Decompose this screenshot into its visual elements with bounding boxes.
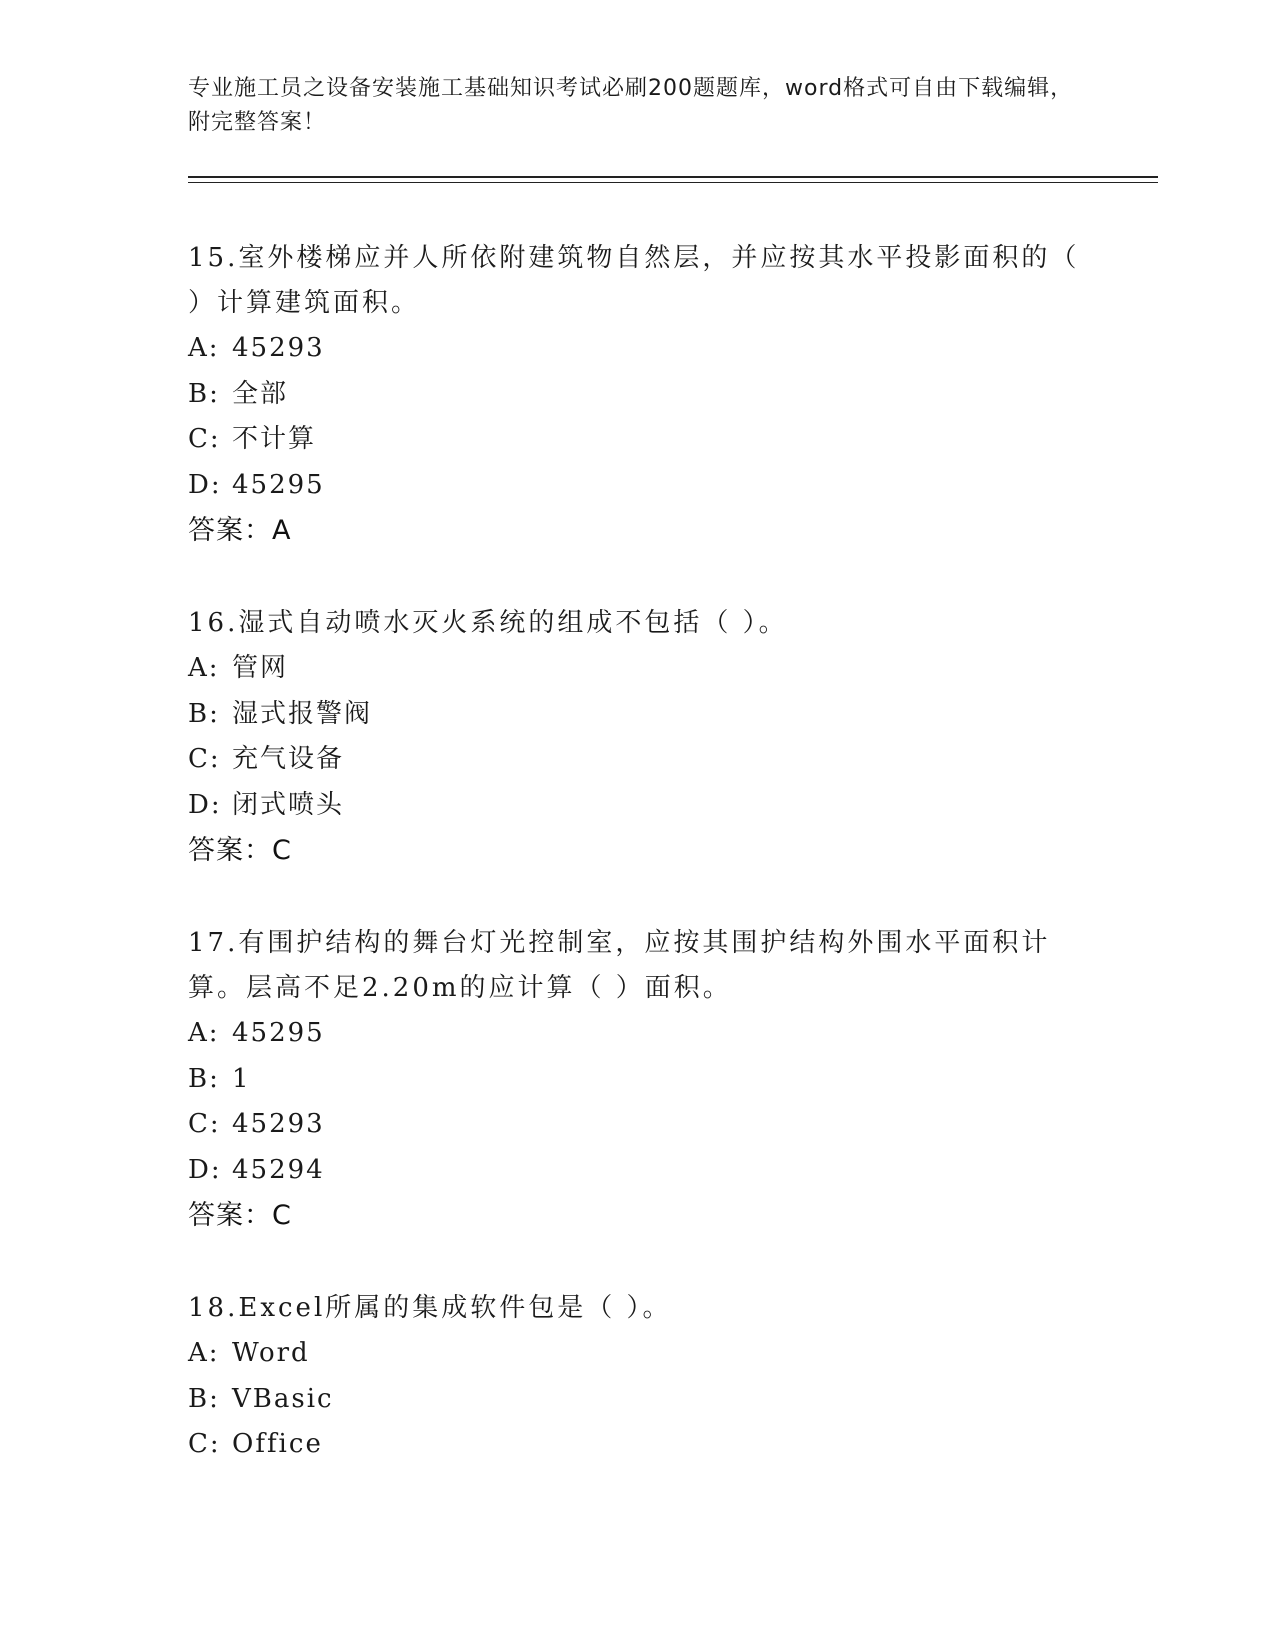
option-c: [188, 1422, 1088, 1468]
option-letter: B:: [188, 698, 220, 729]
header-rule-thin: [188, 182, 1158, 183]
option-letter: C:: [188, 424, 221, 454]
option-letter: A:: [188, 1018, 220, 1048]
option-letter: A:: [188, 333, 220, 363]
option-text: 湿式报警阀: [232, 698, 373, 729]
option-text: 充气设备: [232, 744, 345, 774]
option-text: 45293: [232, 1109, 325, 1139]
question-text: 18.Excel所属的集成软件包是（ ）。: [188, 1293, 672, 1323]
option-a: [188, 326, 1088, 372]
option-text: 全部: [232, 378, 289, 409]
question-text: 15.室外楼梯应并人所依附建筑物自然层，并应按其水平投影面积的（ ）计算建筑面积。: [188, 243, 1080, 318]
option-text: 45293: [232, 333, 325, 363]
option-letter: C:: [188, 1109, 221, 1139]
option-d: [188, 463, 1088, 509]
option-text: 闭式喷头: [232, 789, 345, 820]
option-b: [188, 1057, 1088, 1103]
option-a: [188, 646, 1088, 692]
question-text: 16.湿式自动喷水灭火系统的组成不包括（ ）。: [188, 608, 788, 638]
option-letter: B:: [188, 1383, 220, 1414]
option-b: [188, 692, 1088, 738]
document-header: 专业施工员之设备安装施工基础知识考试必刷200题题库，word格式可自由下载编辑，附完整答案！: [188, 76, 1074, 135]
question-list: [188, 236, 1088, 1516]
answer-line: 答案：C: [188, 1200, 292, 1231]
option-letter: B:: [188, 1063, 220, 1094]
option-letter: D:: [188, 789, 222, 820]
option-text: 1: [232, 1063, 251, 1094]
question-17: [188, 921, 1088, 1238]
option-letter: A:: [188, 653, 220, 683]
option-b: [188, 372, 1088, 418]
option-letter: C:: [188, 1429, 221, 1459]
option-text: 45295: [232, 469, 325, 500]
option-letter: A:: [188, 1338, 220, 1368]
option-text: 45294: [232, 1154, 325, 1185]
option-text: Word: [232, 1338, 310, 1368]
option-c: [188, 417, 1088, 463]
option-a: [188, 1331, 1088, 1377]
option-d: [188, 1148, 1088, 1194]
question-18: [188, 1286, 1088, 1468]
option-c: [188, 1102, 1088, 1148]
option-letter: D:: [188, 469, 222, 500]
question-text: 17.有围护结构的舞台灯光控制室，应按其围护结构外围水平面积计算。层高不足2.20m的应计算（ ）面积。: [188, 928, 1051, 1003]
option-d: [188, 783, 1088, 829]
option-text: 不计算: [232, 424, 317, 454]
option-b: [188, 1377, 1088, 1423]
option-letter: D:: [188, 1154, 222, 1185]
option-text: VBasic: [232, 1383, 334, 1414]
answer-line: 答案：A: [188, 515, 292, 546]
answer-line: 答案：C: [188, 835, 292, 866]
question-15: [188, 236, 1088, 553]
header-rule-thick: [188, 176, 1158, 178]
option-text: 管网: [232, 653, 289, 683]
option-letter: C:: [188, 744, 221, 774]
question-16: [188, 601, 1088, 873]
option-a: [188, 1011, 1088, 1057]
option-text: 45295: [232, 1018, 325, 1048]
option-c: [188, 737, 1088, 783]
option-text: Office: [232, 1429, 323, 1459]
option-letter: B:: [188, 378, 220, 409]
